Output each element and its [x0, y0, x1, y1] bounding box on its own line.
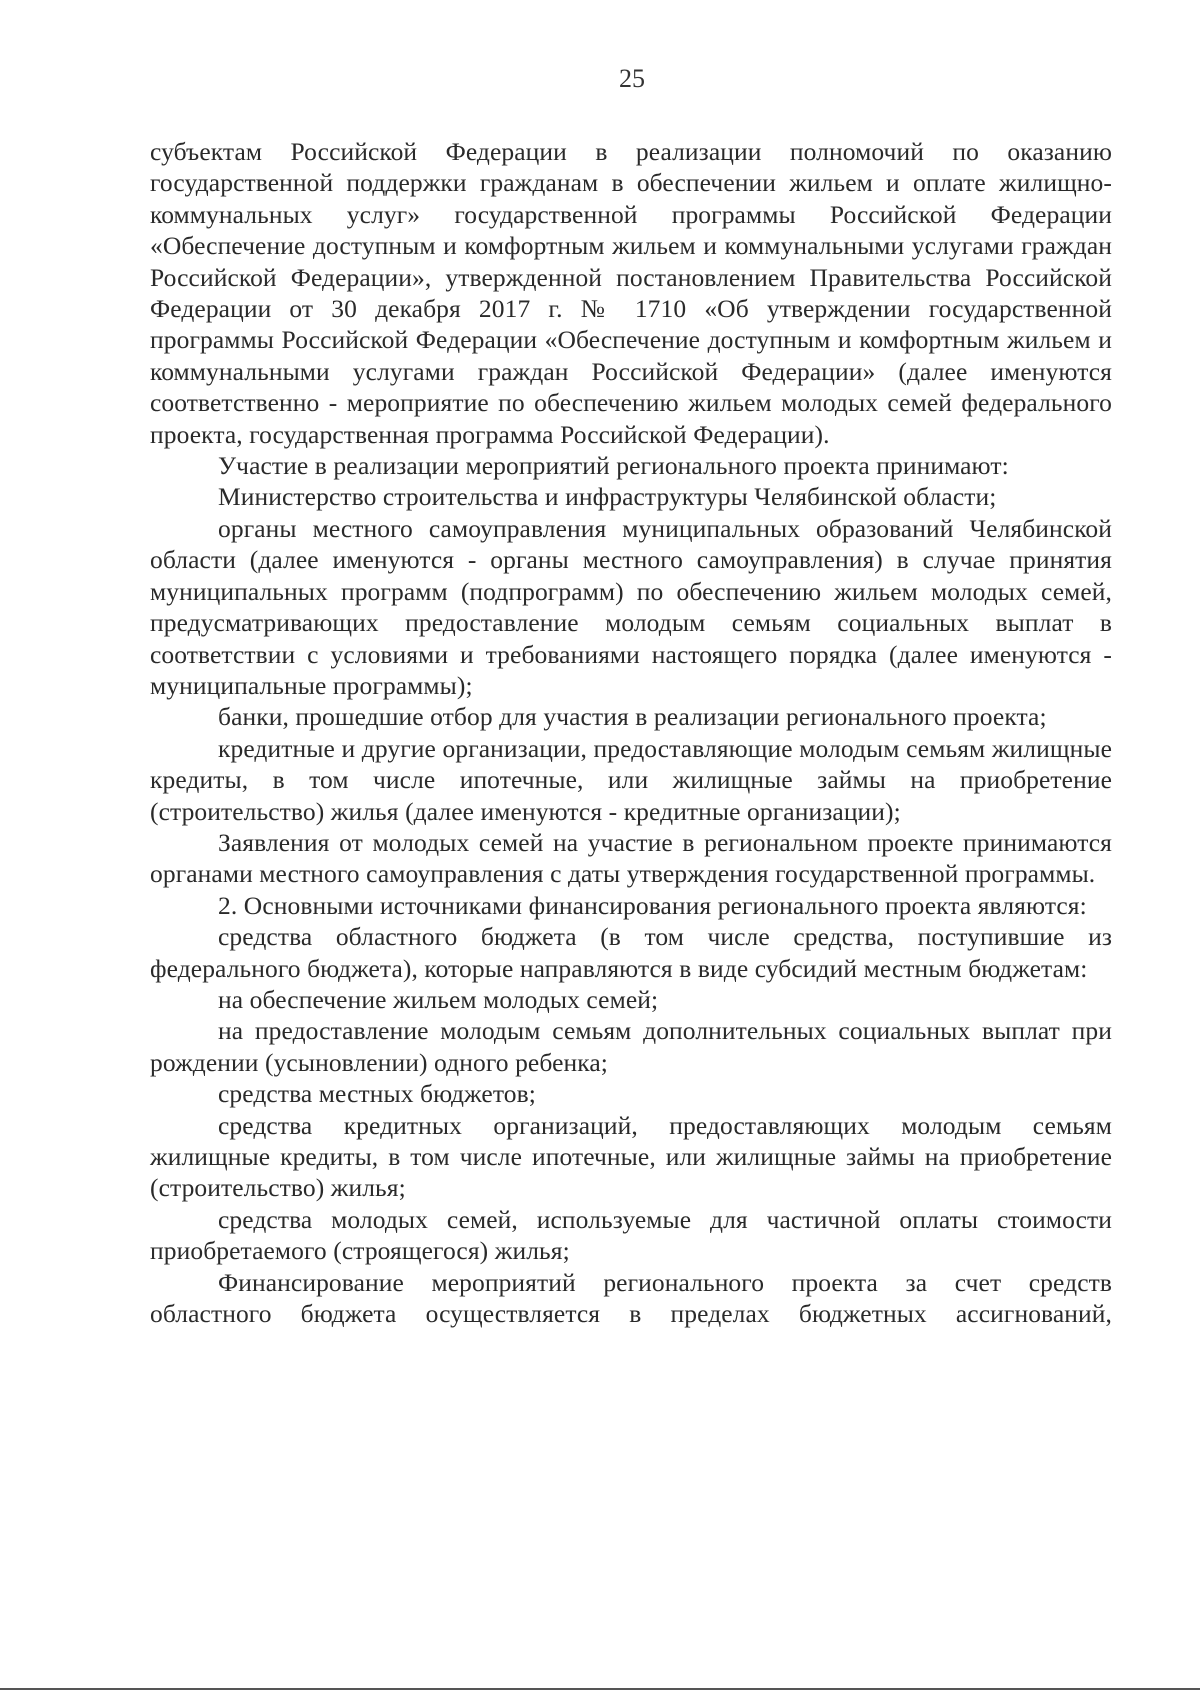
paragraph-14: средства молодых семей, используемые для частичной оплаты стоимости приобретаемого (строящегося) жилья; — [150, 1204, 1112, 1266]
paragraph-6: кредитные и другие организации, предоставляющие молодым семьям жилищные кредиты, в том числе ипотечные, или жилищные займы на приобретение (строительство) жилья (далее именуются - кредитные организации); — [150, 733, 1112, 826]
paragraph-3: Министерство строительства и инфраструктуры Челябинской области; — [218, 482, 997, 512]
paragraph-12: средства местных бюджетов; — [218, 1079, 536, 1109]
bottom-scan-edge-line — [0, 1688, 1200, 1690]
paragraph-15: Финансирование мероприятий регионального проекта за счет средств областного бюджета осуществляется в пределах бюджетных ассигнований, — [150, 1267, 1112, 1329]
paragraph-2: Участие в реализации мероприятий регионального проекта принимают: — [218, 451, 1009, 481]
paragraph-9: средства областного бюджета (в том числе средства, поступившие из федерального бюджета), которые направляются в виде субсидий местным бюджетам: — [150, 922, 1112, 983]
paragraph-10: на обеспечение жильем молодых семей; — [218, 984, 659, 1014]
paragraph-1: субъектам Российской Федерации в реализации полномочий по оказанию государственной поддержки гражданам в обеспечении жильем и оплате жилищно-коммунальных услуг» государственной программы Российской Федерации «Обеспечение доступным и комфортным жильем и коммунальными услугами граждан Российской Федерации», утвержденной постановлением Правительства Российской Федерации от 30 декабря 2017 г. № 1710 «Об утверждении государственной программы Российской Федерации «Обеспечение доступным и комфортным жильем и коммунальными услугами граждан Российской Федерации» (далее именуются соответственно - мероприятие по обеспечению жильем молодых семей федерального проекта, государственная программа Российской Федерации). — [150, 137, 1112, 449]
paragraph-4: органы местного самоуправления муниципальных образований Челябинской области (далее именуются - органы местного самоуправления) в случае принятия муниципальных программ (подпрограмм) по обеспечению жильем молодых семей, предусматривающих предоставление молодым семьям социальных выплат в соответствии с условиями и требованиями настоящего порядка (далее именуются - муниципальные программы); — [150, 513, 1112, 700]
page-number: 25 — [619, 64, 645, 93]
paragraph-13: средства кредитных организаций, предоставляющих молодым семьям жилищные кредиты, в том числе ипотечные, или жилищные займы на приобретение (строительство) жилья; — [150, 1110, 1112, 1203]
paragraph-7: Заявления от молодых семей на участие в региональном проекте принимаются органами местного самоуправления с даты утверждения государственной программы. — [150, 827, 1112, 889]
document-body — [150, 136, 1112, 1329]
paragraph-5: банки, прошедшие отбор для участия в реализации регионального проекта; — [218, 702, 1047, 732]
paragraph-8: 2. Основными источниками финансирования регионального проекта являются: — [218, 890, 1087, 920]
paragraph-11: на предоставление молодым семьям дополнительных социальных выплат при рождении (усыновлении) одного ребенка; — [150, 1016, 1112, 1077]
